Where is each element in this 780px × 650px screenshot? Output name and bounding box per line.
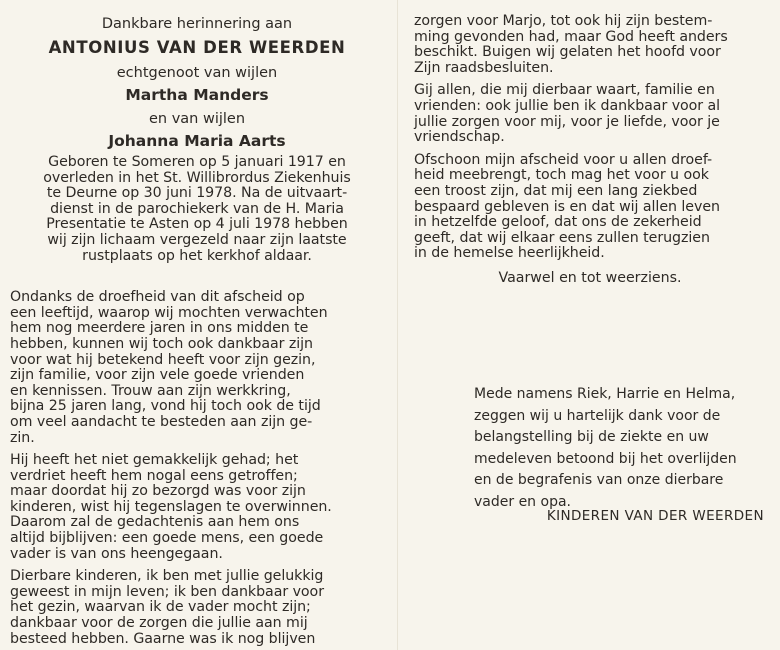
text-line: dankbaar voor de zorgen die jullie aan mij [10,615,308,632]
thanks-signature: KINDEREN VAN DER WEERDEN [546,508,764,524]
card-fold [397,0,398,650]
bio-line: Presentatie te Asten op 4 juli 1978 hebben [46,216,348,233]
bio-paragraph [10,155,384,264]
text-line: geeft, dat wij elkaar eens zullen terugzien [414,229,710,246]
farewell-line: Vaarwel en tot weerziens. [498,269,682,286]
bio-line: rustplaats op het kerkhof aldaar. [82,247,312,264]
spouse2-name: Johanna Maria Aarts [108,132,286,150]
consolation-paragraph [414,153,766,262]
text-line: zorgen voor Marjo, tot ook hij zijn bestem- [414,13,713,29]
spouse1-name: Martha Manders [125,86,269,104]
thanks-paragraph [474,384,764,513]
deceased-name: ANTONIUS VAN DER WEERDEN [48,38,346,57]
text-line: ming gevonden had, maar God heeft anders [414,28,728,45]
thanks-line: en de begrafenis van onze dierbare [474,472,724,488]
text-line: Hij heeft het niet gemakkelijk gehad; het [10,452,299,469]
text-line: bijna 25 jaren lang, vond hij toch ook de tijd [10,398,321,415]
thanks-line: belangstelling bij de ziekte en uw [474,429,709,445]
text-line: in de hemelse heerlijkheid. [414,245,605,262]
text-line: een leeftijd, waarop wij mochten verwachten [10,304,328,321]
text-line: maar doordat hij zo bezorgd was voor zijn [10,483,306,500]
text-line: verdriet heeft hem nogal eens getroffen; [10,467,298,484]
bio-line: dienst in de parochiekerk van de H. Maria [50,200,344,217]
text-line: Ofschoon mijn afscheid voor u allen droef- [414,151,713,168]
text-line: in hetzelfde geloof, dat ons de zekerheid [414,214,702,231]
text-line: en kennissen. Trouw aan zijn werkkring, [10,382,291,399]
text-line: om veel aandacht te besteden aan zijn ge- [10,413,313,430]
spouse2-intro: en van wijlen [148,111,246,127]
text-line: vriendschap. [414,129,505,146]
thanks-line: vader en opa. [474,493,571,510]
text-line: kinderen, wist hij tegenslagen te overwinnen. [10,498,332,515]
children-paragraph [10,569,384,647]
text-line: bespaard gebleven is en dat wij allen leven [414,198,720,215]
spouse-intro: echtgenoot van wijlen [116,65,278,81]
left-column [10,14,384,647]
text-line: zijn familie, voor zijn vele goede vrienden [10,367,305,384]
bio-line: overleden in het St. Willibrordus Ziekenhuis [43,169,351,186]
friends-paragraph [414,83,766,145]
text-line: Daarom zal de gedachtenis aan hem ons [10,514,300,531]
text-line: hebben, kunnen wij toch ook dankbaar zijn [10,335,314,352]
text-line: Ondanks de droefheid van dit afscheid op [10,289,305,306]
text-line: Gij allen, die mij dierbaar waart, familie en [414,82,715,99]
reflection-paragraph-2 [10,453,384,562]
text-line: altijd bijblijven: een goede mens, een goede [10,530,324,547]
bio-line: Geboren te Someren op 5 januari 1917 en [48,154,346,170]
text-line: hem nog meerdere jaren in ons midden te [10,320,309,337]
text-line: jullie zorgen voor mij, voor je liefde, voor je [414,113,720,130]
text-line: voor wat hij betekend heeft voor zijn gezin, [10,351,316,368]
bio-line: wij zijn lichaam vergezeld naar zijn laatste [47,231,347,248]
text-line: zin. [10,429,35,446]
bio-line: te Deurne op 30 juni 1978. Na de uitvaart- [46,185,348,202]
thanks-line: medeleven betoond bij het overlijden [474,450,737,467]
text-line: beschikt. Buigen wij gelaten het hoofd voor [414,44,721,61]
text-line: Zijn raadsbesluiten. [414,59,554,76]
text-line: geweest in mijn leven; ik ben dankbaar voor [10,583,324,600]
text-line: Dierbare kinderen, ik ben met jullie gelukkig [10,568,324,585]
right-column [414,14,766,286]
text-line: besteed hebben. Gaarne was ik nog blijven [10,630,316,647]
thanks-line: Mede namens Riek, Harrie en Helma, [474,386,736,402]
reflection-paragraph-1 [10,290,384,446]
continued-paragraph [414,14,766,76]
memorial-line: Dankbare herinnering aan [101,16,293,32]
text-line: het gezin, waarvan ik de vader mocht zijn; [10,599,311,616]
text-line: heid meebrengt, toch mag het voor u ook [414,167,709,184]
text-line: vrienden: ook jullie ben ik dankbaar voor al [414,97,721,114]
text-line: een troost zijn, dat mij een lang ziekbed [414,182,698,199]
text-line: vader is van ons heengegaan. [10,545,223,562]
thanks-line: zeggen wij u hartelijk dank voor de [474,407,721,424]
